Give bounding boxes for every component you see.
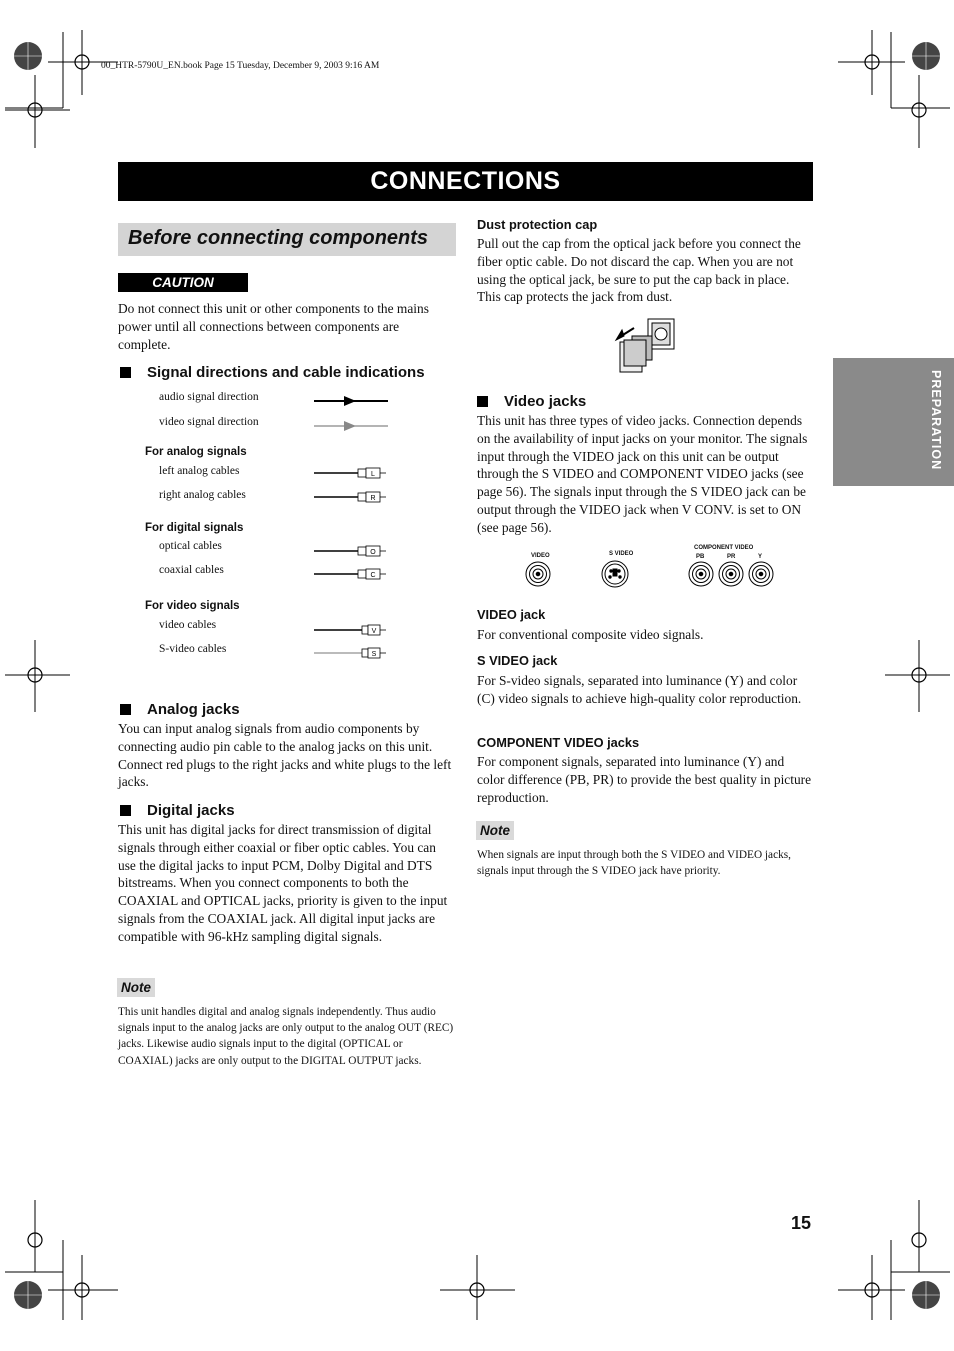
component-jack-text: For component signals, separated into luminance (Y) and color difference (PB, PR) to provide the best quality in picture reproduction. bbox=[477, 754, 812, 805]
signal-heading bbox=[120, 364, 425, 381]
video-direction-label: video signal direction bbox=[159, 416, 259, 428]
left-analog-label: left analog cables bbox=[159, 465, 240, 477]
bullet-square bbox=[477, 396, 488, 407]
pr-jack-icon bbox=[719, 562, 743, 586]
jack-label-video: VIDEO bbox=[531, 553, 550, 559]
dust-cap-heading: Dust protection cap bbox=[477, 217, 598, 232]
note-text-left: This unit handles digital and analog signals independently. Thus audio signals input to the analog jacks are only output to the analog OUT (REC) jacks. Likewise audio signals input to the digital (OPTICAL or COAXIAL) jacks are only output to the DIGITAL OUTPUT jacks. bbox=[118, 1006, 454, 1067]
video-arrow-head bbox=[344, 421, 356, 431]
analog-text: You can input analog signals from audio components by connecting audio pin cable to the analog jacks on this unit. Connect red plugs to the right jacks and white plugs to the left jacks. bbox=[118, 721, 452, 790]
plug-letter-left: L bbox=[371, 471, 375, 478]
cable-diagram bbox=[310, 390, 400, 665]
optical-label: optical cables bbox=[159, 540, 222, 552]
plug-letter-right: R bbox=[370, 495, 376, 502]
bullet-square bbox=[120, 704, 131, 715]
digital-text: This unit has digital jacks for direct transmission of digital signals through either coaxial or fiber optic cables. You can use the digital jacks to input PCM, Dolby Digital and DTS bitstreams. When you connect components to both the COAXIAL and OPTICAL jacks, priority is given to the input signals from the COAXIAL jack. All digital input jacks are compatible with 96-kHz sampling digital signals. bbox=[118, 822, 448, 944]
coaxial-label: coaxial cables bbox=[159, 564, 224, 576]
jack-label-component: COMPONENT VIDEO bbox=[694, 545, 754, 551]
video-cables-label: video cables bbox=[159, 619, 217, 631]
svideo-jack-heading: S VIDEO jack bbox=[477, 653, 558, 668]
video-jack-text: For conventional composite video signals. bbox=[477, 627, 704, 642]
analog-heading-text: Analog jacks bbox=[147, 701, 240, 718]
banner-title: CONNECTIONS bbox=[118, 162, 813, 201]
jack-label-y: Y bbox=[758, 554, 763, 560]
video-jacks-text: This unit has three types of video jacks. Connection depends on the availability of input jacks on your monitor. The signals input through the VIDEO jack on this unit can be output through the S VIDEO and COMPONENT VIDEO jacks (see page 56). The signals input through the S VIDEO jack can be output through the VIDEO jack when V CONV. is set to ON (see page 56). bbox=[477, 413, 808, 535]
video-jacks-heading-text: Video jacks bbox=[504, 393, 587, 410]
analog-heading bbox=[120, 701, 240, 718]
digital-group-label: For digital signals bbox=[145, 522, 244, 534]
section-title-bar bbox=[118, 223, 456, 256]
side-tab bbox=[833, 358, 954, 486]
svideo-cables-label: S-video cables bbox=[159, 643, 227, 655]
plug-letter-svideo: S bbox=[371, 651, 377, 658]
jack-label-pr: PR bbox=[727, 554, 736, 560]
note-label-right: Note bbox=[476, 821, 514, 840]
dust-cap-text: Pull out the cap from the optical jack before you connect the fiber optic cable. Do not discard the cap. When you are not using the optical jack, be sure to put the cap back in place. This cap protects the jack from dust. bbox=[477, 236, 801, 305]
caution-label: CAUTION bbox=[118, 273, 248, 292]
pb-jack-icon bbox=[689, 562, 713, 586]
right-analog-label: right analog cables bbox=[159, 489, 246, 501]
note-text-right: When signals are input through both the S VIDEO and VIDEO jacks, signals input through the S VIDEO jack have priority. bbox=[477, 849, 791, 878]
note-label-left: Note bbox=[117, 978, 155, 997]
svideo-jack-icon bbox=[602, 561, 628, 587]
header-slug: 00_HTR-5790U_EN.book Page 15 Tuesday, December 9, 2003 9:16 AM bbox=[101, 61, 380, 71]
video-jack-icon bbox=[526, 562, 550, 586]
dust-cap-illustration bbox=[614, 316, 678, 376]
plug-letter-optical: O bbox=[370, 549, 376, 556]
video-jack-heading: VIDEO jack bbox=[477, 607, 546, 622]
bullet-square bbox=[120, 805, 131, 816]
plug-letter-video: V bbox=[371, 628, 377, 635]
signal-heading-text: Signal directions and cable indications bbox=[147, 364, 425, 381]
side-tab-label: PREPARATION bbox=[929, 370, 943, 471]
section-title: Before connecting components bbox=[128, 227, 429, 249]
plug-letter-coaxial: C bbox=[370, 572, 376, 579]
svideo-jack-text: For S-video signals, separated into luminance (Y) and color (C) video signals to achieve high-quality color reproduction. bbox=[477, 673, 802, 706]
video-jacks-diagram bbox=[520, 558, 780, 590]
bullet-square bbox=[120, 367, 131, 378]
jack-label-pb: PB bbox=[696, 554, 705, 560]
video-jacks-heading bbox=[477, 393, 586, 410]
video-group-label: For video signals bbox=[145, 600, 240, 612]
digital-heading bbox=[120, 802, 235, 819]
jack-label-svideo: S VIDEO bbox=[609, 551, 634, 557]
audio-direction-label: audio signal direction bbox=[159, 391, 259, 403]
audio-arrow-head bbox=[344, 396, 356, 406]
y-jack-icon bbox=[749, 562, 773, 586]
caution-text: Do not connect this unit or other components to the mains power until all connections between components are complete. bbox=[118, 301, 429, 352]
page-number: 15 bbox=[791, 1213, 812, 1233]
digital-heading-text: Digital jacks bbox=[147, 802, 235, 819]
analog-group-label: For analog signals bbox=[145, 446, 247, 458]
component-jack-heading: COMPONENT VIDEO jacks bbox=[477, 735, 640, 750]
